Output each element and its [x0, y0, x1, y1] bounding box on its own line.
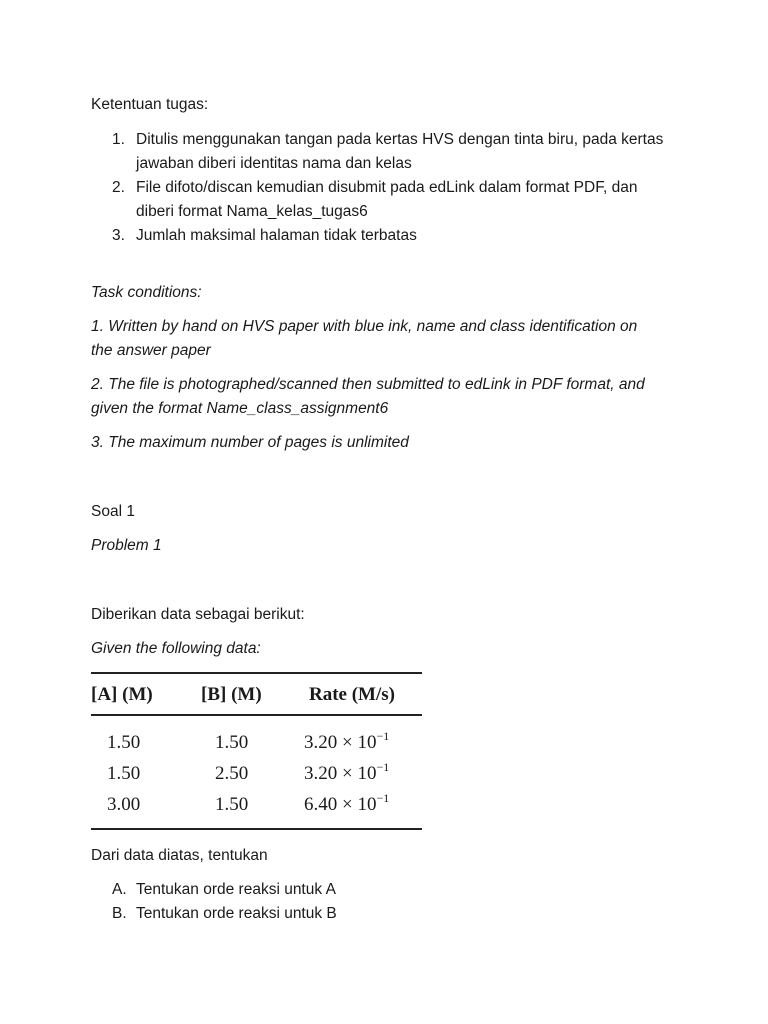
data-intro-id: Diberikan data sebagai berikut: [91, 606, 305, 623]
question-item-text: Tentukan orde reaksi untuk B [136, 905, 337, 922]
task-condition-line: 1. Written by hand on HVS paper with blue ink, name and class identification on [91, 318, 638, 335]
table-cell: 1.50 [215, 732, 249, 753]
table-cell: 1.50 [215, 794, 249, 815]
problem-label-id: Soal 1 [91, 503, 135, 520]
question-item-letter: A. [112, 881, 127, 898]
table-header-a: [A] (M) [91, 684, 153, 705]
instruction-item-number: 2. [112, 179, 125, 196]
table-bottom-rule [91, 828, 422, 830]
table-header-b: [B] (M) [201, 684, 262, 705]
instructions-heading: Ketentuan tugas: [91, 96, 209, 113]
rate-exponent: −1 [376, 760, 390, 774]
table-top-rule [91, 672, 422, 674]
problem-label-en: Problem 1 [91, 537, 162, 554]
instruction-item-text: Ditulis menggunakan tangan pada kertas HVS dengan tinta biru, pada kertas [136, 131, 664, 148]
instruction-item-text: jawaban diberi identitas nama dan kelas [136, 155, 412, 172]
table-cell [304, 760, 390, 785]
table-cell [304, 791, 390, 816]
rate-exponent: −1 [376, 791, 390, 805]
table-cell [304, 729, 390, 754]
instruction-item-number: 3. [112, 227, 125, 244]
task-condition-line: 2. The file is photographed/scanned then submitted to edLink in PDF format, and [91, 376, 645, 393]
rate-value: 3.20 × 10 [304, 732, 377, 753]
instruction-item-text: Jumlah maksimal halaman tidak terbatas [136, 227, 417, 244]
question-item-text: Tentukan orde reaksi untuk A [136, 881, 336, 898]
table-header-rule [91, 714, 422, 716]
rate-value: 6.40 × 10 [304, 794, 377, 815]
rate-exponent: −1 [376, 729, 390, 743]
table-cell: 1.50 [107, 732, 141, 753]
task-condition-line: 3. The maximum number of pages is unlimited [91, 434, 409, 451]
instruction-item-number: 1. [112, 131, 125, 148]
table-cell: 3.00 [107, 794, 141, 815]
rate-value: 3.20 × 10 [304, 763, 377, 784]
question-item-letter: B. [112, 905, 127, 922]
table-header-rate: Rate (M/s) [309, 684, 395, 705]
questions-intro: Dari data diatas, tentukan [91, 847, 268, 864]
task-condition-line: the answer paper [91, 342, 211, 359]
data-intro-en: Given the following data: [91, 640, 261, 657]
table-cell: 1.50 [107, 763, 141, 784]
rate-data-table [91, 672, 422, 832]
table-cell: 2.50 [215, 763, 249, 784]
task-conditions-heading: Task conditions: [91, 284, 202, 301]
instruction-item-text: File difoto/discan kemudian disubmit pada edLink dalam format PDF, dan [136, 179, 638, 196]
task-condition-line: given the format Name_class_assignment6 [91, 400, 389, 417]
instruction-item-text: diberi format Nama_kelas_tugas6 [136, 203, 368, 220]
